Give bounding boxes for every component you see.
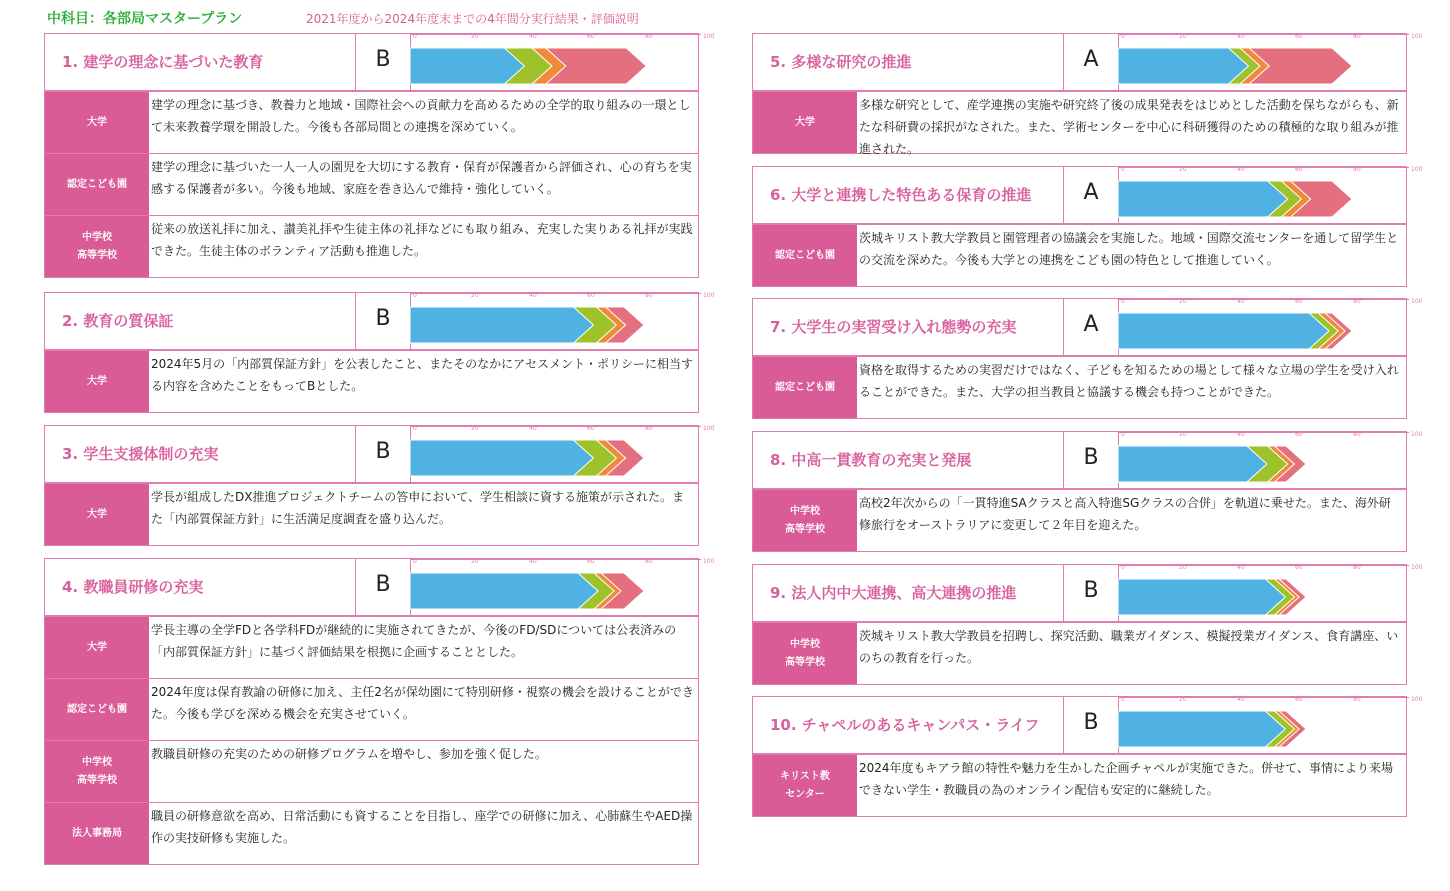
- scale-tick-label: 20: [1179, 696, 1187, 703]
- plan-grade: A: [1063, 299, 1119, 355]
- progress-arrow-bar: [1118, 166, 1423, 223]
- plan-title: 1. 建学の理念に基づいた教育: [62, 53, 264, 71]
- scale-tick-label: 20: [1179, 564, 1187, 571]
- plan-row: [44, 91, 699, 154]
- evaluation-text: 2024年度は保育教諭の研修に加え、主任2名が保幼園にて特別研修・視察の機会を設けることができた。今後も学びを深める機会を充実させていく。: [151, 685, 694, 721]
- scale-tick-label: 100: [1411, 696, 1423, 703]
- scale-tick-label: 20: [471, 425, 479, 432]
- scale-tick-label: 60: [1295, 431, 1303, 438]
- scale-tick-label: 0: [413, 425, 417, 432]
- scale-tick-label: 80: [645, 33, 653, 40]
- progress-segment-blue: [410, 440, 593, 476]
- scale-tick-label: 40: [1237, 431, 1245, 438]
- scale-tick-label: 40: [1237, 696, 1245, 703]
- plan-grade: B: [355, 293, 411, 349]
- plan-header: [752, 166, 1423, 224]
- plan-title: 7. 大学生の実習受け入れ態勢の充実: [770, 318, 1017, 336]
- department-label: 中学校 高等学校: [753, 490, 857, 551]
- department-label: 認定こども園: [45, 679, 149, 740]
- progress-arrow-bar: [410, 425, 715, 482]
- scale-tick-label: 40: [1237, 564, 1245, 571]
- scale-tick-label: 80: [645, 425, 653, 432]
- scale-tick-label: 60: [1295, 564, 1303, 571]
- plan-grade: A: [1063, 167, 1119, 223]
- scale-tick-label: 40: [1237, 33, 1245, 40]
- progress-arrow-bar: [410, 558, 715, 615]
- scale-tick-label: 80: [1353, 431, 1361, 438]
- scale-tick-label: 100: [1411, 298, 1423, 305]
- plan-title: 8. 中高一貫教育の充実と発展: [770, 451, 972, 469]
- plan-row: [44, 740, 699, 803]
- scale-tick-label: 100: [703, 33, 715, 40]
- department-label: 大学: [45, 617, 149, 678]
- progress-arrow: [410, 44, 670, 88]
- evaluation-text: 2024年5月の「内部質保証方針」を公表したこと、またそのなかにアセスメント・ポリシーに相当する内容を含めたことをもってBとした。: [151, 357, 694, 393]
- department-label: 大学: [45, 484, 149, 545]
- plan-header: [44, 292, 715, 350]
- department-label: 認定こども園: [753, 225, 857, 286]
- evaluation-text: 職員の研修意欲を高め、日常活動にも資することを目指し、座学での研修に加え、心肺蘇生やAED操作の実技研修も実施した。: [151, 809, 693, 845]
- plan-grade: B: [355, 559, 411, 615]
- progress-arrow: [410, 303, 670, 347]
- plan-grade: A: [1063, 34, 1119, 90]
- plan-row: [44, 153, 699, 216]
- evaluation-text: 建学の理念に基づき、教養力と地域・国際社会への貢献力を高めるための全学的取り組みの一環として未来教養学環を開設した。今後も各部局間との連携を深めていく。: [151, 98, 691, 134]
- scale-tick-label: 20: [1179, 298, 1187, 305]
- scale-tick-label: 100: [703, 292, 715, 299]
- scale-tick-label: 0: [1121, 564, 1125, 571]
- scale-tick-label: 20: [1179, 166, 1187, 173]
- plan-header: [752, 564, 1423, 622]
- progress-segment-blue: [410, 48, 524, 84]
- scale-tick-label: 60: [1295, 298, 1303, 305]
- scale-tick-label: 60: [587, 33, 595, 40]
- progress-segment-blue: [410, 307, 593, 343]
- plan-grade: B: [1063, 697, 1119, 753]
- scale-tick-label: 100: [703, 558, 715, 565]
- scale-tick-label: 60: [1295, 696, 1303, 703]
- plan-header: [752, 431, 1423, 489]
- plan-title: 4. 教職員研修の充実: [62, 578, 204, 596]
- plan-row: [44, 350, 699, 413]
- department-label: 大学: [753, 92, 857, 153]
- progress-arrow-bar: [1118, 33, 1423, 90]
- scale-tick-label: 0: [413, 33, 417, 40]
- evaluation-text: 茨城キリスト教大学教員を招聘し、探究活動、職業ガイダンス、模擬授業ガイダンス、食育講座、いのちの教育を行った。: [859, 629, 1399, 665]
- department-label: 法人事務局: [45, 803, 149, 864]
- plan-title: 6. 大学と連携した特色ある保育の推進: [770, 186, 1032, 204]
- plan-row: [752, 489, 1407, 552]
- evaluation-text: 教職員研修の充実のための研修プログラムを増やし、参加を強く促した。: [151, 747, 547, 761]
- scale-tick-label: 40: [1237, 298, 1245, 305]
- department-label: 認定こども園: [45, 154, 149, 215]
- department-label: キリスト教 センター: [753, 755, 857, 816]
- scale-tick-label: 100: [1411, 33, 1423, 40]
- scale-tick-label: 0: [1121, 33, 1125, 40]
- scale-tick-label: 40: [529, 33, 537, 40]
- scale-tick-label: 0: [1121, 298, 1125, 305]
- progress-arrow-bar: [410, 292, 715, 349]
- scale-tick-label: 40: [529, 292, 537, 299]
- scale-tick-label: 80: [645, 558, 653, 565]
- plan-row: [44, 483, 699, 546]
- plan-title: 9. 法人内中大連携、高大連携の推進: [770, 584, 1017, 602]
- scale-tick-label: 80: [1353, 696, 1361, 703]
- scale-tick-label: 0: [1121, 166, 1125, 173]
- scale-tick-label: 20: [471, 292, 479, 299]
- progress-segment-blue: [1118, 446, 1267, 482]
- plan-title: 3. 学生支援体制の充実: [62, 445, 219, 463]
- plan-grade: B: [355, 34, 411, 90]
- progress-arrow: [410, 569, 670, 613]
- plan-header: [44, 425, 715, 483]
- plan-grade: B: [1063, 565, 1119, 621]
- progress-segment-blue: [1118, 579, 1285, 615]
- scale-tick-label: 60: [1295, 166, 1303, 173]
- plan-grade: B: [355, 426, 411, 482]
- progress-segment-blue: [1118, 313, 1329, 349]
- scale-tick-label: 40: [529, 558, 537, 565]
- plan-header: [752, 696, 1423, 754]
- plan-title: 5. 多様な研究の推進: [770, 53, 912, 71]
- scale-tick-label: 80: [1353, 298, 1361, 305]
- plan-row: [44, 616, 699, 679]
- page-subtitle: 2021年度から2024年度末までの4年間分実行結果・評価説明: [306, 12, 639, 26]
- evaluation-text: 高校2年次からの「一貫特進SAクラスと高入特進SGクラスの合併」を軌道に乗せた。また、海外研修旅行をオーストラリアに変更して２年目を迎えた。: [859, 496, 1391, 532]
- scale-tick-label: 40: [529, 425, 537, 432]
- evaluation-text: 2024年度もキアラ館の特性や魅力を生かした企画チャペルが実施できた。併せて、事情により来場できない学生・教職員の為のオンライン配信も安定的に継続した。: [859, 761, 1393, 797]
- plan-header: [752, 33, 1423, 91]
- scale-tick-label: 0: [1121, 431, 1125, 438]
- progress-arrow: [1118, 44, 1378, 88]
- progress-arrow: [410, 436, 670, 480]
- progress-arrow: [1118, 309, 1378, 353]
- plan-title: 2. 教育の質保証: [62, 312, 174, 330]
- plan-row: [752, 224, 1407, 287]
- evaluation-text: 学長主導の全学FDと各学科FDが継続的に実施されてきたが、今後のFD/SDについては公表済みの「内部質保証方針」に基づく評価結果を根拠に企画することとした。: [151, 623, 677, 659]
- evaluation-text: 茨城キリスト教大学教員と園管理者の協議会を実施した。地域・国際交流センターを通して留学生との交流を深めた。今後も大学との連携をこども園の特色として推進していく。: [859, 231, 1399, 267]
- department-label: 大学: [45, 351, 149, 412]
- plan-title: 10. チャペルのあるキャンパス・ライフ: [770, 716, 1040, 734]
- scale-tick-label: 60: [587, 425, 595, 432]
- scale-tick-label: 100: [1411, 431, 1423, 438]
- progress-arrow-bar: [1118, 298, 1423, 355]
- scale-tick-label: 60: [587, 558, 595, 565]
- progress-arrow-bar: [1118, 431, 1423, 488]
- scale-tick-label: 80: [1353, 166, 1361, 173]
- scale-tick-label: 20: [471, 558, 479, 565]
- progress-segment-blue: [410, 573, 598, 609]
- evaluation-text: 資格を取得するための実習だけではなく、子どもを知るための場として様々な立場の学生を受け入れることができた。また、大学の担当教員と協議する機会も持つことができた。: [859, 363, 1399, 399]
- scale-tick-label: 80: [1353, 564, 1361, 571]
- progress-segment-blue: [1118, 711, 1285, 747]
- scale-tick-label: 20: [471, 33, 479, 40]
- plan-header: [44, 558, 715, 616]
- plan-row: [44, 678, 699, 741]
- plan-row: [752, 91, 1407, 154]
- scale-tick-label: 40: [1237, 166, 1245, 173]
- plan-header: [44, 33, 715, 91]
- plan-header: [752, 298, 1423, 356]
- progress-segment-blue: [1118, 48, 1249, 84]
- progress-arrow-bar: [1118, 564, 1423, 621]
- evaluation-text: 建学の理念に基づいた一人一人の園児を大切にする教育・保育が保護者から評価され、心の育ちを実感する保護者が多い。今後も地域、家庭を巻き込んで維持・強化していく。: [151, 160, 692, 196]
- department-label: 中学校 高等学校: [45, 216, 149, 277]
- scale-tick-label: 20: [1179, 431, 1187, 438]
- plan-row: [752, 754, 1407, 817]
- department-label: 中学校 高等学校: [753, 623, 857, 684]
- scale-tick-label: 60: [1295, 33, 1303, 40]
- plan-row: [752, 356, 1407, 419]
- plan-row: [44, 802, 699, 865]
- scale-tick-label: 0: [1121, 696, 1125, 703]
- progress-segment-blue: [1118, 181, 1288, 217]
- department-label: 大学: [45, 92, 149, 153]
- scale-tick-label: 100: [1411, 564, 1423, 571]
- scale-tick-label: 100: [1411, 166, 1423, 173]
- scale-tick-label: 100: [703, 425, 715, 432]
- scale-tick-label: 20: [1179, 33, 1187, 40]
- progress-arrow: [1118, 177, 1378, 221]
- page-title: 中科目：各部局マスタープラン: [47, 11, 243, 27]
- evaluation-text: 従来の放送礼拝に加え、讃美礼拝や生徒主体の礼拝などにも取り組み、充実した実りある礼拝が実践できた。生徒主体のボランティア活動も推進した。: [151, 222, 693, 258]
- progress-arrow: [1118, 442, 1378, 486]
- plan-row: [752, 622, 1407, 685]
- scale-tick-label: 80: [645, 292, 653, 299]
- plan-row: [44, 215, 699, 278]
- scale-tick-label: 80: [1353, 33, 1361, 40]
- scale-tick-label: 0: [413, 292, 417, 299]
- evaluation-text: 学長が組成したDX推進プロジェクトチームの答申において、学生相談に資する施策が示された。また「内部質保証方針」に生活満足度調査を盛り込んだ。: [151, 490, 684, 526]
- progress-arrow: [1118, 575, 1378, 619]
- department-label: 中学校 高等学校: [45, 741, 149, 802]
- scale-tick-label: 0: [413, 558, 417, 565]
- progress-arrow: [1118, 707, 1378, 751]
- department-label: 認定こども園: [753, 357, 857, 418]
- plan-grade: B: [1063, 432, 1119, 488]
- evaluation-text: 多様な研究として、産学連携の実施や研究終了後の成果発表をはじめとした活動を保ちながらも、新たな科研費の採択がなされた。また、学術センターを中心に科研獲得のための積極的な取り組みが推進された。: [859, 98, 1399, 156]
- scale-tick-label: 60: [587, 292, 595, 299]
- progress-arrow-bar: [410, 33, 715, 90]
- progress-arrow-bar: [1118, 696, 1423, 753]
